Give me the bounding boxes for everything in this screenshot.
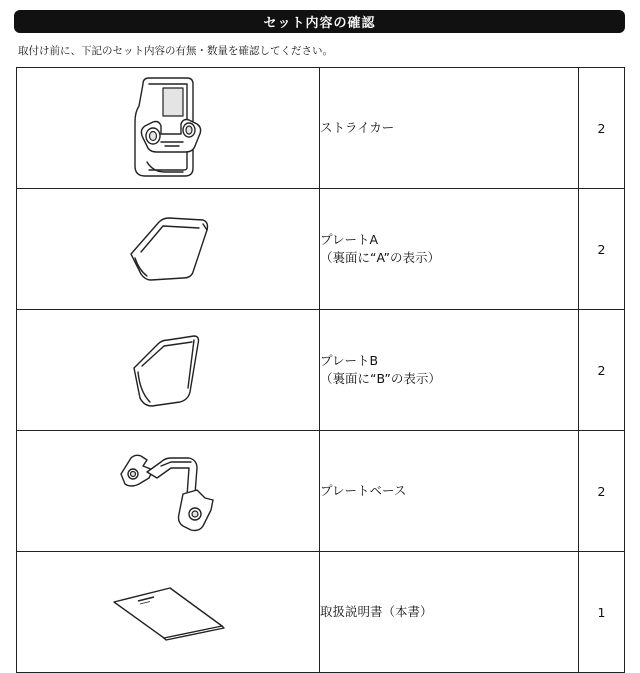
- item-qty: 2: [579, 189, 625, 310]
- table-row: [17, 552, 625, 673]
- plate-base-icon: [113, 444, 223, 538]
- item-note: （裏面に“A”の表示）: [320, 250, 440, 265]
- item-name: 取扱説明書（本書）: [320, 604, 433, 619]
- item-name-cell: [320, 310, 579, 431]
- item-note: （裏面に“B”の表示）: [320, 371, 441, 386]
- item-qty: 2: [579, 431, 625, 552]
- plate-b-icon: [128, 330, 208, 410]
- manual-icon: [108, 582, 228, 642]
- plate-a-icon: [123, 214, 213, 284]
- item-image-cell: [17, 310, 320, 431]
- item-name: プレートB: [320, 353, 379, 368]
- item-name-cell: [320, 552, 579, 673]
- item-name-cell: [320, 68, 579, 189]
- item-name-cell: [320, 431, 579, 552]
- item-image-cell: [17, 552, 320, 673]
- item-image-cell: [17, 189, 320, 310]
- item-image-cell: [17, 68, 320, 189]
- item-name: プレートベース: [320, 483, 407, 498]
- item-name: プレートA: [320, 232, 379, 247]
- section-title-banner: [14, 10, 625, 33]
- section-title: セット内容の確認: [263, 16, 376, 31]
- item-name: ストライカー: [320, 120, 395, 135]
- item-qty: 2: [579, 68, 625, 189]
- item-qty: 1: [579, 552, 625, 673]
- striker-icon: [113, 72, 223, 184]
- item-name-cell: [320, 189, 579, 310]
- table-row: [17, 310, 625, 431]
- item-qty: 2: [579, 310, 625, 431]
- table-row: [17, 189, 625, 310]
- table-row: [17, 68, 625, 189]
- intro-text: 取付け前に、下記のセット内容の有無・数量を確認してください。: [18, 45, 333, 57]
- item-image-cell: [17, 431, 320, 552]
- contents-table: [16, 67, 625, 673]
- table-row: [17, 431, 625, 552]
